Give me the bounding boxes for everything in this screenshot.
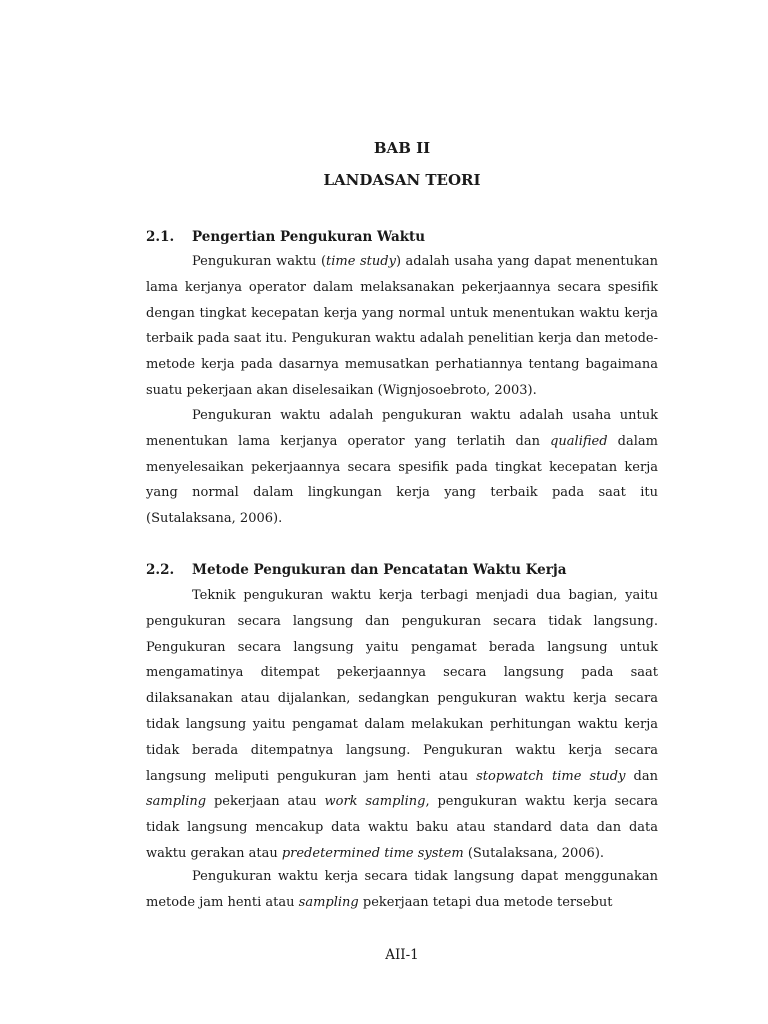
- italic-term: time study: [326, 254, 396, 269]
- chapter-number: BAB II: [373, 139, 431, 157]
- section-title: Pengertian Pengukuran Waktu: [192, 229, 426, 245]
- italic-term: stopwatch time study: [476, 768, 626, 784]
- paragraph: Pengukuran waktu kerja secara tidak langsung dapat menggunakan metode jam henti atau sampling pekerjaan tetapi dua metode tersebut: [146, 869, 658, 910]
- section-number: 2.1.: [146, 229, 175, 245]
- chapter-title: LANDASAN TEORI: [323, 171, 481, 189]
- page-number: AII-1: [385, 947, 419, 963]
- section-heading-2-2: [146, 560, 658, 580]
- document-page: [146, 0, 658, 1024]
- paragraph: Pengukuran waktu adalah pengukuran waktu adalah usaha untuk menentukan lama kerjanya operator yang terlatih dan qualified dalam menyelesaikan pekerjaannya secara spesifik pada tingkat kecepatan kerja yang normal dalam lingkungan kerja yang terbaik pada saat itu (Sutalaksana, 2006).: [146, 408, 658, 527]
- paragraph: Pengukuran waktu (time study) adalah usaha yang dapat menentukan lama kerjanya operator dalam melaksanakan pekerjaannya secara spesifik dengan tingkat kecepatan kerja yang normal untuk menentukan waktu kerja terbaik pada saat itu. Pengukuran waktu adalah penelitian kerja dan metode-metode kerja pada dasarnya memusatkan perhatiannya tentang bagaimana suatu pekerjaan akan diselesaikan (Wignjosoebroto, 2003).: [146, 254, 659, 398]
- italic-term: sampling: [146, 794, 207, 810]
- italic-term: work sampling: [324, 794, 426, 810]
- section-number: 2.2.: [146, 562, 175, 578]
- section-heading-2-1: [146, 227, 658, 247]
- italic-term: sampling: [298, 894, 359, 910]
- italic-term: predetermined time system: [281, 845, 464, 861]
- paragraph: Teknik pengukuran waktu kerja terbagi menjadi dua bagian, yaitu pengukuran secara langsung dan pengukuran secara tidak langsung. Pengukuran secara langsung yaitu pengamat berada langsung untuk mengamatinya ditempat pekerjaannya secara langsung pada saat dilaksanakan atau dijalankan, sedangkan pengukuran waktu kerja secara tidak langsung yaitu pengamat dalam melakukan perhitungan waktu kerja tidak berada ditempatnya langsung. Pengukuran waktu kerja secara langsung meliputi pengukuran jam henti atau stopwatch time study dan sampling pekerjaan atau work sampling, pengukuran waktu kerja secara tidak langsung mencakup data waktu baku atau standard data dan data waktu gerakan atau predetermined time system (Sutalaksana, 2006).: [146, 588, 659, 861]
- italic-term: qualified: [550, 433, 608, 449]
- section-title: Metode Pengukuran dan Pencatatan Waktu Kerja: [192, 562, 567, 578]
